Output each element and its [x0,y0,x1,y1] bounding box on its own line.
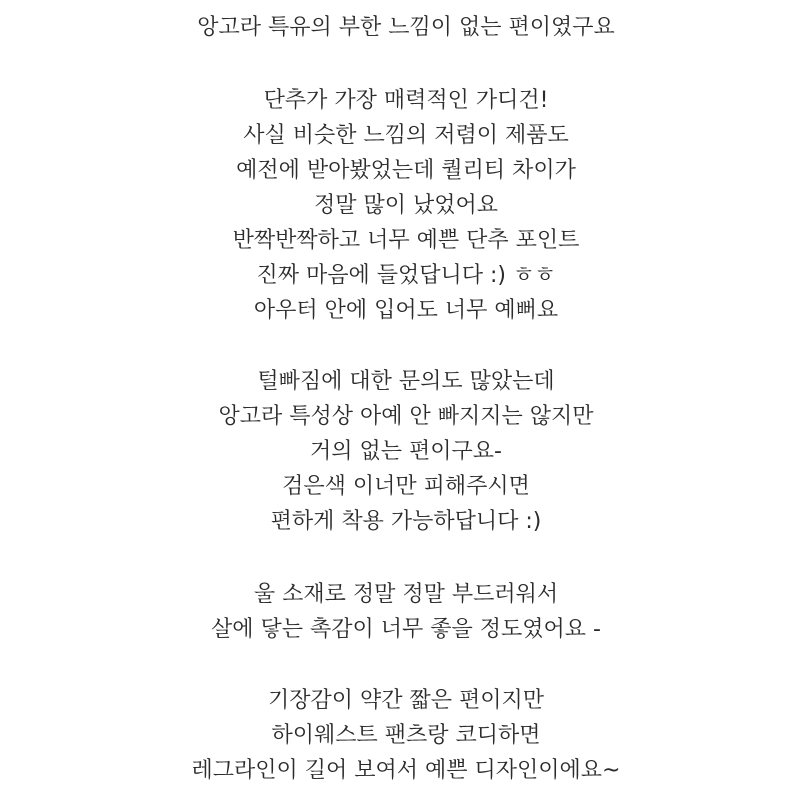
text-line: 거의 없는 편이구요- [310,439,502,464]
text-line: 단추가 가장 매력적인 가디건! [263,88,549,113]
text-line: 울 소재로 정말 정말 부드러워서 [253,582,559,607]
text-line: 예전에 받아봤었는데 퀄리티 차이가 [236,158,576,183]
text-line: 털빠짐에 대한 문의도 많았는데 [257,369,555,394]
text-line: 정말 많이 났었어요 [313,193,498,218]
text-line: 사실 비슷한 느낌의 저렴이 제품도 [243,123,569,148]
text-line: 아우터 안에 입어도 너무 예뻐요 [253,298,559,323]
text-line: 앙고라 특유의 부한 느낌이 없는 편이였구요 [197,15,615,40]
text-line: 반짝반짝하고 너무 예쁜 단추 포인트 [232,228,580,253]
text-line-partial [0,0,812,13]
text-line: 검은색 이너만 피해주시면 [282,474,530,499]
text-line: 편하게 착용 가능하답니다 :) [270,509,542,534]
text-line: 진짜 마음에 들었답니다 :) ㅎㅎ [256,263,556,288]
text-line: 살에 닿는 촉감이 너무 좋을 정도였어요 - [211,617,601,642]
text-line: 앙고라 특성상 아예 안 빠지지는 않지만 [218,404,594,429]
text-line: 기장감이 약간 짧은 편이지만 [267,688,544,713]
text-line: 하이웨스트 팬츠랑 코디하면 [271,723,541,748]
text-line: 레그라인이 길어 보여서 예쁜 디자인이에요~ [191,758,621,783]
